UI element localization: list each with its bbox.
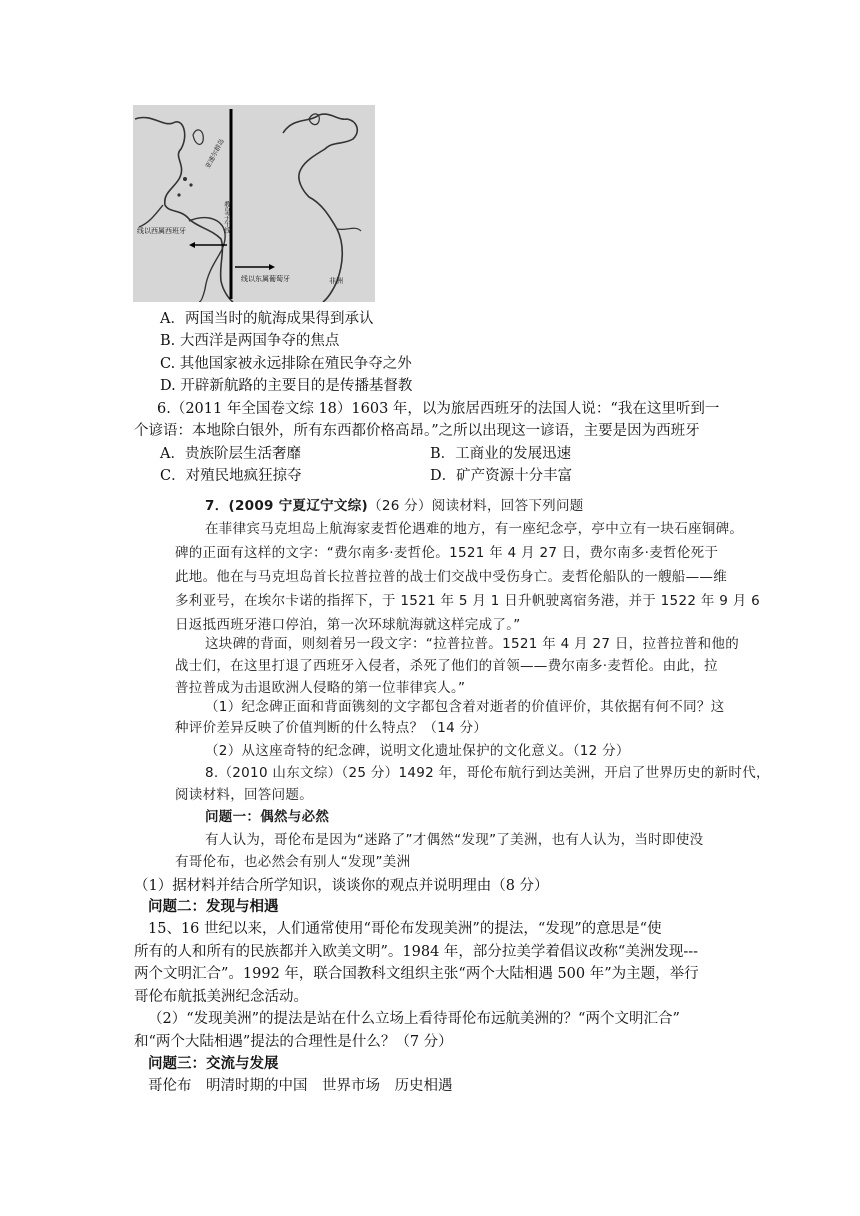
q8-part2-line-1: 15、16 世纪以来，人们通常使用“哥伦布发现美洲”的提法，“发现”的意思是“使 <box>148 921 662 937</box>
q8-part2-line-2: 所有的人和所有的民族都并入欧美文明”。1984 年，部分拉美学着倡议改称“美洲发现--- <box>134 944 699 960</box>
q6-stem-line-2: 个谚语：本地除白银外，所有东西都价格高昂。”之所以出现这一谚语，主要是因为西班牙 <box>134 423 700 439</box>
q7-material-line: 日返抵西班牙港口停泊，第一次环球航海就这样完成了。” <box>175 617 521 633</box>
q6-option-c: C．对殖民地疯狂掠夺 <box>160 468 302 484</box>
map-label-west: 线以西属西班牙 <box>137 227 186 235</box>
q8-part2-title: 问题二：发现与相遇 <box>148 898 279 915</box>
q5-option-b: B. 大西洋是两国争夺的焦点 <box>160 333 340 349</box>
q7-heading-rest: （26 分）阅读材料，回答下列问题 <box>368 498 584 514</box>
q6-option-row-1 <box>160 444 860 464</box>
q8-part2-line-4: 哥伦布航抵美洲纪念活动。 <box>134 989 308 1005</box>
q5-option-a: A．两国当时的航海成果得到承认 <box>160 311 374 327</box>
q7-material-line: 此地。他在与马克坦岛首长拉普拉普的战士们交战中受伤身亡。麦哲伦船队的一艘船——维 <box>175 569 727 585</box>
q8-part2-line-3: 两个文明汇合”。1992 年，联合国教科文组织主张“两个大陆相遇 500 年”为主题，举行 <box>134 966 699 982</box>
q7-heading <box>205 496 860 516</box>
q7-sub2: （2）从这座奇特的纪念碑，说明文化遗址保护的文化意义。（12 分） <box>205 743 630 759</box>
q6-option-a: A．贵族阶层生活奢靡 <box>160 446 301 462</box>
q7-material-line: 战士们，在这里打退了西班牙入侵者，杀死了他们的首领——费尔南多·麦哲伦。由此，拉 <box>175 658 718 674</box>
q7-sub1-line-1: （1）纪念碑正面和背面镌刻的文字都包含着对逝者的价值评价，其依据有何不同？这 <box>205 699 725 715</box>
q8-part3-title: 问题三：交流与发展 <box>148 1055 279 1072</box>
map-label-east: 线以东属葡萄牙 <box>241 275 290 283</box>
q6-stem-line-1: 6.（2011 年全国卷文综 18）1603 年，以为旅居西班牙的法国人说：“我在这里听到一 <box>157 401 720 417</box>
q8-stem-line-2: 阅读材料，回答问题。 <box>175 787 313 803</box>
q6-option-row-2 <box>160 466 860 486</box>
q7-material-line: 这块碑的背面，则刻着另一段文字：“拉普拉普。1521 年 4 月 27 日，拉普拉普和他的 <box>205 636 740 652</box>
q7-source: 7．(2009 宁夏辽宁文综) <box>205 498 369 514</box>
q6-option-b: B．工商业的发展迅速 <box>430 446 572 462</box>
q7-material-line: 在菲律宾马克坦岛上航海家麦哲伦遇难的地方，有一座纪念亭，亭中立有一块石座铜碑。 <box>205 521 744 537</box>
q8-part3-keywords: 哥伦布 明清时期的中国 世界市场 历史相遇 <box>148 1078 453 1094</box>
demarcation-map-image <box>133 105 375 302</box>
q7-material-line: 普拉普成为击退欧洲人侵略的第一位菲律宾人。” <box>175 680 466 696</box>
q8-part1-line-2: 有哥伦布，也必然会有别人“发现”美洲 <box>175 854 411 870</box>
q8-part1-question: （1）据材料并结合所学知识，谈谈你的观点并说明理由（8 分） <box>134 878 549 894</box>
map-label-continent: 非洲 <box>329 277 343 285</box>
q8-part1-title: 问题一：偶然与必然 <box>205 809 330 825</box>
q8-part2-question-line-2: 和“两个大陆相遇”提法的合理性是什么？（7 分） <box>134 1034 453 1050</box>
q7-sub1-line-2: 种评价差异反映了价值判断的什么特点？（14 分） <box>175 720 488 736</box>
q5-option-c: C. 其他国家被永远排除在殖民争夺之外 <box>160 356 412 372</box>
q8-stem-line-1: 8.（2010 山东文综）（25 分）1492 年，哥伦布航行到达美洲，开启了世界历史的新时代， <box>205 765 770 781</box>
map-label-line: 教皇子午线 <box>223 201 231 234</box>
q8-part1-line-1: 有人认为，哥伦布是因为“迷路了”才偶然“发现”了美洲，也有人认为，当时即使没 <box>205 832 704 848</box>
map-illustration <box>133 105 375 302</box>
q7-material-line: 碑的正面有这样的文字：“费尔南多·麦哲伦。1521 年 4 月 27 日，费尔南多·麦哲伦死于 <box>175 545 719 561</box>
q8-part2-question-line-1: （2）“发现美洲”的提法是站在什么立场上看待哥伦布远航美洲的？“两个文明汇合” <box>148 1011 680 1027</box>
map-label-islands: 亚速尔群岛 <box>203 137 227 170</box>
q5-option-d: D. 开辟新航路的主要目的是传播基督教 <box>160 378 413 394</box>
q6-option-d: D．矿产资源十分丰富 <box>430 468 573 484</box>
q7-material-line: 多利亚号，在埃尔卡诺的指挥下，于 1521 年 5 月 1 日升帆驶离宿务港，并于 1522 年 9 月 6 <box>175 593 760 609</box>
